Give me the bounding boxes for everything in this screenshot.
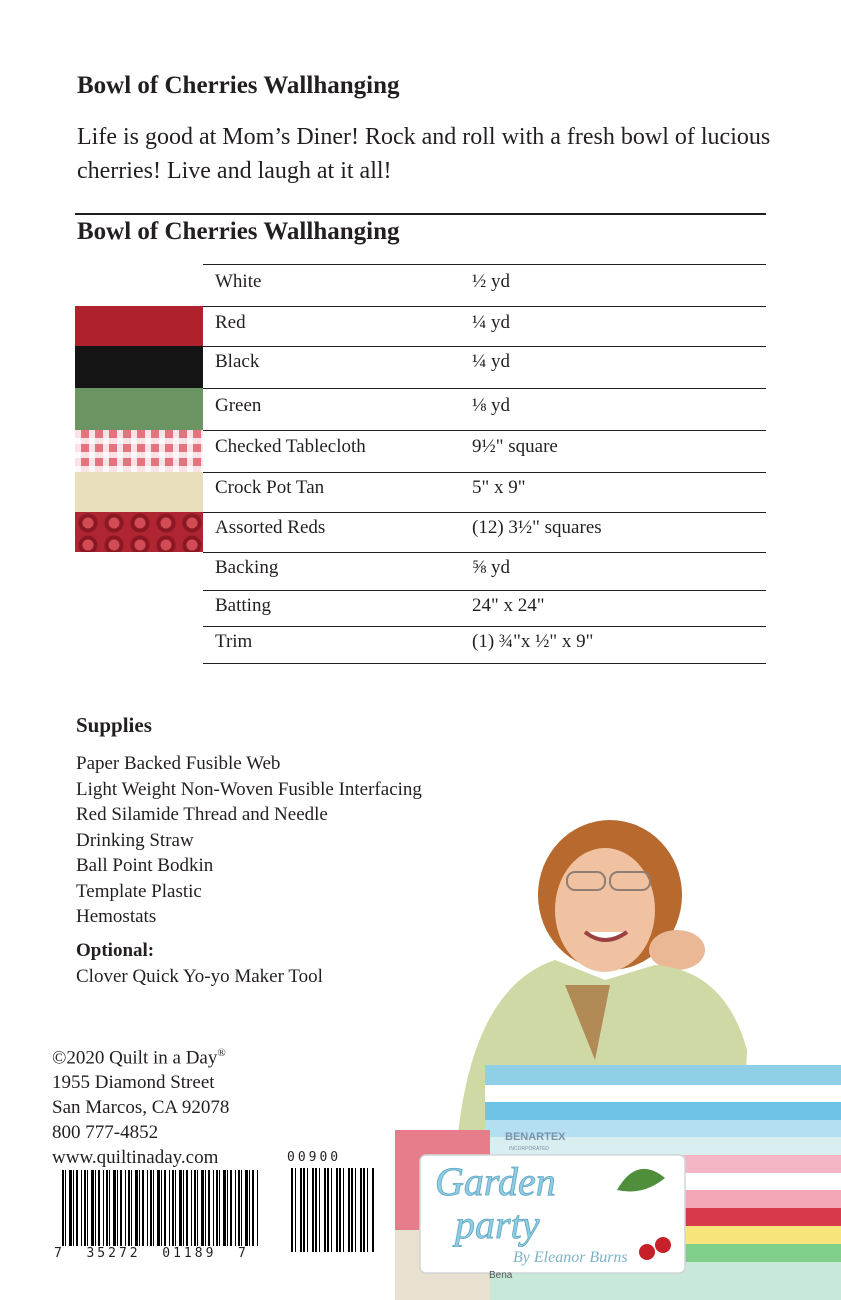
- fabric-amount: ⅝ yd: [472, 557, 510, 578]
- list-item: Template Plastic: [76, 880, 202, 902]
- fabric-name: Green: [215, 395, 262, 416]
- fabric-section-title: Bowl of Cherries Wallhanging: [77, 218, 400, 245]
- section-divider: [75, 213, 766, 215]
- list-item: Drinking Straw: [76, 829, 194, 851]
- publisher-contact: [52, 1041, 229, 1170]
- city-address: San Marcos, CA 92078: [52, 1097, 230, 1119]
- face-shape: [555, 848, 655, 972]
- fabric-bolt: [485, 1102, 841, 1120]
- hand-shape: [649, 930, 705, 970]
- fabric-name: Backing: [215, 557, 279, 578]
- fabric-name: Black: [215, 351, 260, 372]
- list-item: Light Weight Non-Woven Fusible Interfacing: [76, 778, 422, 800]
- list-item: Ball Point Bodkin: [76, 855, 214, 876]
- table-row: [203, 264, 766, 306]
- table-row: [203, 472, 766, 513]
- cherry-icon: [655, 1237, 671, 1253]
- addon-digits: 00900: [287, 1150, 342, 1165]
- black-fabric-swatch: [75, 346, 203, 388]
- fabric-name: Trim: [215, 631, 253, 652]
- phone-number: 800 777-4852: [52, 1122, 159, 1144]
- fabric-name: Assorted Reds: [215, 517, 326, 538]
- table-bottom-rule: [203, 663, 766, 664]
- table-row: [203, 552, 766, 591]
- fabric-amount: ½ yd: [472, 271, 510, 292]
- copyright: ©2020 Quilt in a Day: [52, 1047, 218, 1069]
- collection-name-line1: Garden: [435, 1159, 556, 1204]
- list-item: Hemostats: [76, 906, 157, 927]
- street-address: 1955 Diamond Street: [52, 1072, 215, 1094]
- fabric-name: Red: [215, 312, 246, 333]
- table-row: [203, 512, 766, 553]
- supplies-list: [76, 751, 422, 930]
- fabric-bolt: [485, 1065, 841, 1085]
- optional-heading: Optional:: [76, 940, 155, 961]
- addon-barcode: [287, 1150, 379, 1255]
- registered-mark: ®: [217, 1047, 226, 1059]
- bundle-spine-text: Bena: [489, 1270, 513, 1281]
- fabric-name: White: [215, 271, 262, 292]
- page-title: Bowl of Cherries Wallhanging: [77, 72, 400, 99]
- author-photo: [395, 800, 841, 1300]
- collection-name-line2: party: [455, 1202, 540, 1247]
- cherry-icon: [639, 1244, 655, 1260]
- fabric-amount: 5" x 9": [472, 477, 526, 498]
- table-row: [203, 306, 766, 347]
- fabric-amount: (12) 3½" squares: [472, 517, 602, 538]
- list-item: Red Silamide Thread and Needle: [76, 804, 328, 825]
- table-row: [203, 430, 766, 473]
- supplies-heading: Supplies: [76, 713, 152, 737]
- assorted-reds-swatch: [75, 512, 203, 552]
- fabric-amount: 24" x 24": [472, 595, 545, 616]
- crock-pot-tan-swatch: [75, 472, 203, 512]
- optional-item: Clover Quick Yo-yo Maker Tool: [76, 966, 323, 987]
- fabric-name: Checked Tablecloth: [215, 436, 366, 457]
- copyright-line: [52, 1041, 229, 1070]
- barcode-digits: 7 35272 01189 7: [54, 1246, 249, 1261]
- fabric-bolt: [485, 1085, 841, 1102]
- designer-name: By Eleanor Burns: [513, 1249, 628, 1266]
- brand-label: BENARTEX: [505, 1131, 566, 1143]
- fabric-name: Crock Pot Tan: [215, 477, 325, 498]
- fabric-amount: (1) ¾"x ½" x 9": [472, 631, 594, 652]
- red-fabric-swatch: [75, 306, 203, 346]
- table-row: [203, 626, 766, 664]
- intro-text: Life is good at Mom’s Diner! Rock and roll with a fresh bowl of lucious cherries! Live and laugh at it all!: [77, 124, 771, 184]
- website-link[interactable]: www.quiltinaday.com: [52, 1147, 219, 1169]
- checked-tablecloth-swatch: [75, 430, 203, 472]
- table-row: [203, 590, 766, 627]
- fabric-amount: ¼ yd: [472, 312, 510, 333]
- brand-sub-label: INCORPORATED: [509, 1146, 549, 1152]
- list-item: Paper Backed Fusible Web: [76, 753, 281, 774]
- fabric-amount: 9½" square: [472, 436, 558, 457]
- green-fabric-swatch: [75, 388, 203, 430]
- fabric-amount: ¼ yd: [472, 351, 510, 372]
- upc-barcode: [54, 1170, 266, 1263]
- addon-barcode-bars: [291, 1168, 375, 1252]
- fabric-name: Batting: [215, 595, 271, 616]
- table-row: [203, 346, 766, 389]
- table-row: [203, 388, 766, 431]
- fabric-amount: ⅛ yd: [472, 395, 510, 416]
- barcode-bars: [62, 1170, 258, 1246]
